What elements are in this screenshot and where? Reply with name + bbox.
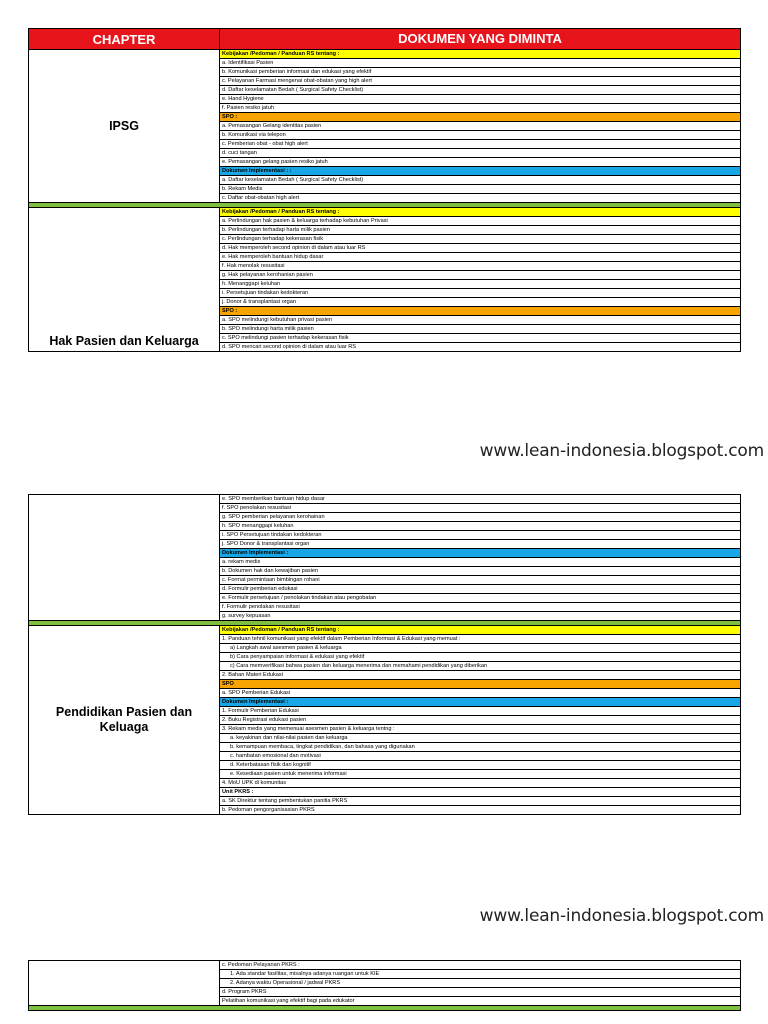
requirements-table-page-2 (28, 494, 741, 815)
document-item: a. SK Direktur tentang pembentukan panitia PKRS (220, 797, 741, 806)
document-item: SPO : (220, 113, 741, 122)
document-item: c. SPO melindungi pasien terhadap kekerasan fisik (220, 334, 741, 343)
document-item: Dokumen Implementasi : : (220, 167, 741, 176)
document-item: f. Hak menolak resusitasi (220, 262, 741, 271)
document-item: j. Donor & transplantasi organ (220, 298, 741, 307)
document-item: 4. MoU UPK di komunitas (220, 779, 741, 788)
document-item: h. Menanggapi keluhan (220, 280, 741, 289)
table-row (29, 495, 741, 504)
document-item: c. Pemberian obat - obat high alert (220, 140, 741, 149)
document-item: e. Formulir persetujuan / penolakan tindakan atau pengobatan (220, 594, 741, 603)
document-item: 1. Formulir Pemberian Edukasi (220, 707, 741, 716)
table-row (29, 961, 741, 970)
chapter-cell (29, 495, 220, 621)
chapter-cell: Pendidikan Pasien dan Keluaga (29, 626, 220, 815)
document-item: e. Kesediaan pasien untuk menerima informasi (220, 770, 741, 779)
document-item: f. SPO penolakan resusitasi (220, 504, 741, 513)
document-item: b. SPO melindungi harta milik pasien (220, 325, 741, 334)
table-row (29, 208, 741, 217)
document-item: j. SPO Donor & transplantasi organ (220, 540, 741, 549)
document-item: Pelatihan komunikasi yang efektif bagi pada edukator (220, 997, 741, 1006)
document-item: i. Persetujuan tindakan kedokteran (220, 289, 741, 298)
document-item: 1. Ada standar fasilitas, misalnya adanya ruangan untuk KIE (220, 970, 741, 979)
document-item: d. Formulir pemberian edukasi (220, 585, 741, 594)
document-item: b. Komunikasi via telepon (220, 131, 741, 140)
document-item: a. Perlindungan hak pasien & keluarga terhadap kebutuhan Privasi (220, 217, 741, 226)
documents-header: DOKUMEN YANG DIMINTA (220, 29, 741, 50)
document-item: b. Perlindungan terhadap harta milik pasien (220, 226, 741, 235)
document-item: a. Pemasangan Gelang identitas pasien (220, 122, 741, 131)
document-item: d. SPO mencari second opinion di dalam atau luar RS (220, 343, 741, 352)
document-item: SPO (220, 680, 741, 689)
watermark-text: www.lean-indonesia.blogspot.com (479, 906, 764, 926)
document-item: Dokumen Implementasi : (220, 698, 741, 707)
document-item: f. Formulir penolakan resusitasi (220, 603, 741, 612)
document-item: h. SPO menanggapi keluhan (220, 522, 741, 531)
document-item: i. SPO Persetujuan tindakan kedokteran (220, 531, 741, 540)
document-item: b. kemampuan membaca, tingkat pendidikan, dan bahasa yang digunakan (220, 743, 741, 752)
document-item: b. Pedoman pengorganisasian PKRS (220, 806, 741, 815)
document-item: d. Program PKRS (220, 988, 741, 997)
table-row (29, 626, 741, 635)
document-item: d. Keterbatasan fisik dan kognitif (220, 761, 741, 770)
requirements-table-page-3 (28, 960, 741, 1011)
document-item: d. Hak memperoleh second opinion di dalam atau luar RS (220, 244, 741, 253)
document-item: c. Pedoman Pelayanan PKRS : (220, 961, 741, 970)
table-row (29, 50, 741, 59)
section-separator (29, 1006, 741, 1011)
document-item: Unit PKRS : (220, 788, 741, 797)
document-item: 2. Bahan Materi Edukasi (220, 671, 741, 680)
document-item: a. Identifikasi Pasien (220, 59, 741, 68)
document-item: b. Komunikasi pemberian informasi dan edukasi yang efektif (220, 68, 741, 77)
document-item: b. Rekam Medis (220, 185, 741, 194)
document-item: d. Daftar keselamatan Bedah ( Surgical Safety Checklist) (220, 86, 741, 95)
document-item: 3. Rekam medis yang memenuai asesmen pasien & keluarga tentng : (220, 725, 741, 734)
document-item: f. Pasien resiko jatuh (220, 104, 741, 113)
document-item: e. Hand Hygiene (220, 95, 741, 104)
document-item: c. hambatan emosional dan motivasi (220, 752, 741, 761)
document-item: SPO : (220, 307, 741, 316)
chapter-cell (29, 961, 220, 1006)
chapter-cell: IPSG (29, 50, 220, 203)
document-item: 2. Buku Registrasi edukasi pasien (220, 716, 741, 725)
document-item: Dokumen Implementasi : (220, 549, 741, 558)
document-item: a. SPO melindungi kebutuhan privasi pasien (220, 316, 741, 325)
document-item: c. Pelayanan Farmasi mengenai obat-obatan yang high alert (220, 77, 741, 86)
document-item: e. SPO memberikan bantuan hidup dasar (220, 495, 741, 504)
document-item: g. SPO pemberian pelayanan kerohainan (220, 513, 741, 522)
document-item: a. Daftar keselamatan Bedah ( Surgical Safety Checklist) (220, 176, 741, 185)
document-item: a) Langkah awal asesmen pasien & keluarga (220, 644, 741, 653)
document-item: e. Hak memperoleh bantuan hidup dasar (220, 253, 741, 262)
chapter-header: CHAPTER (29, 29, 220, 50)
document-item: a. keyakinan dan nilai-nilai pasien dan keluarga (220, 734, 741, 743)
document-item: c. Perlindungan terhadap kekerasan fisik (220, 235, 741, 244)
document-item: b. Dokumen hak dan kewajiban pasien (220, 567, 741, 576)
watermark-text: www.lean-indonesia.blogspot.com (479, 441, 764, 461)
document-item: c. Format permintaan bimbingan rohani (220, 576, 741, 585)
document-item: Kebijakan /Pedoman / Panduan RS tentang : (220, 626, 741, 635)
chapter-cell: Hak Pasien dan Keluarga (29, 208, 220, 352)
document-item: 1. Panduan tehnil komunikasi yang efektif dalam Pemberian Informasi & Edukasi yang memuat : (220, 635, 741, 644)
document-item: Kebijakan /Pedoman / Panduan RS tentang : (220, 50, 741, 59)
document-item: a. SPO Pemberian Edukasi (220, 689, 741, 698)
document-item: 2. Adanya waktu Operasional / jadwal PKRS (220, 979, 741, 988)
document-item: c. Daftar obat-obatan high alert (220, 194, 741, 203)
document-item: g. Hak pelayanan kerohanian pasien (220, 271, 741, 280)
document-item: a. rekam medis (220, 558, 741, 567)
document-item: b) Cara penyampaian informasi & edukasi yang efektif (220, 653, 741, 662)
document-item: e. Pemasangan gelang pasien resiko jatuh (220, 158, 741, 167)
table-header-row (29, 29, 741, 50)
document-item: d. cuci tangan (220, 149, 741, 158)
document-item: Kebijakan /Pedoman / Panduan RS tentang : (220, 208, 741, 217)
document-item: c) Cara memverifikasi bahwa pasien dan keluarga menerima dan memahami pendidikan yang diberikan (220, 662, 741, 671)
document-item: g. survey kepuasan (220, 612, 741, 621)
requirements-table-page-1 (28, 28, 741, 352)
